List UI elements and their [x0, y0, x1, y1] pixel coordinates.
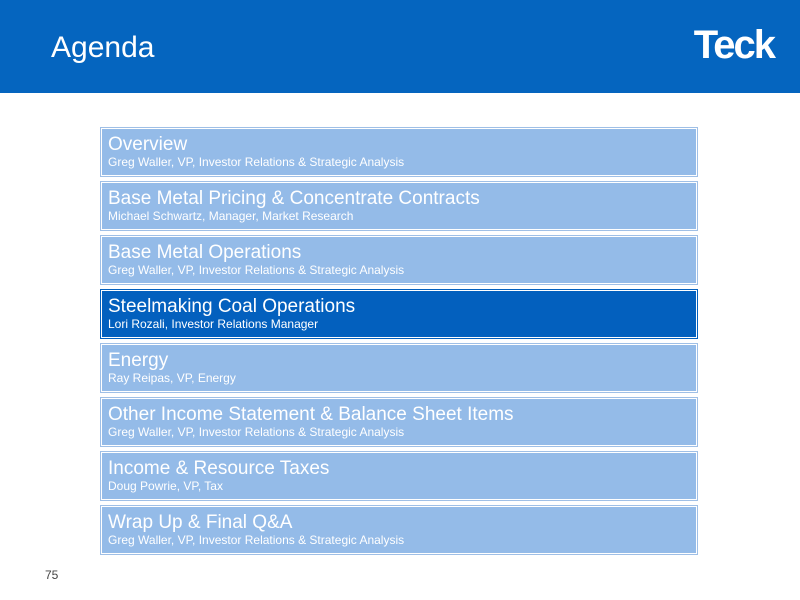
agenda-item-title: Other Income Statement & Balance Sheet Items — [108, 404, 514, 425]
page-title: Agenda — [51, 31, 155, 64]
agenda-item-title: Wrap Up & Final Q&A — [108, 512, 293, 533]
agenda-item-wrap-up — [101, 506, 697, 554]
agenda-item-base-metal-pricing — [101, 182, 697, 230]
agenda-item-presenter: Lori Rozali, Investor Relations Manager — [108, 317, 319, 331]
agenda-item-steelmaking-coal — [101, 290, 697, 338]
agenda-list — [101, 128, 697, 560]
teck-logo: Teck — [693, 23, 774, 67]
agenda-item-title: Energy — [108, 350, 169, 371]
agenda-item-presenter: Greg Waller, VP, Investor Relations & Strategic Analysis — [108, 263, 405, 277]
agenda-item-presenter: Greg Waller, VP, Investor Relations & Strategic Analysis — [108, 425, 405, 439]
agenda-item-base-metal-operations — [101, 236, 697, 284]
agenda-item-presenter: Doug Powrie, VP, Tax — [108, 479, 223, 493]
agenda-item-title: Income & Resource Taxes — [108, 458, 330, 479]
page-number: 75 — [45, 568, 59, 582]
agenda-item-presenter: Michael Schwartz, Manager, Market Research — [108, 209, 354, 223]
agenda-item-presenter: Greg Waller, VP, Investor Relations & Strategic Analysis — [108, 533, 405, 547]
agenda-item-overview — [101, 128, 697, 176]
agenda-item-energy — [101, 344, 697, 392]
agenda-item-income-resource-taxes — [101, 452, 697, 500]
header-bar — [0, 0, 800, 93]
agenda-item-presenter: Greg Waller, VP, Investor Relations & Strategic Analysis — [108, 155, 405, 169]
agenda-item-title: Base Metal Pricing & Concentrate Contracts — [108, 188, 480, 209]
agenda-item-title: Base Metal Operations — [108, 242, 302, 263]
agenda-item-presenter: Ray Reipas, VP, Energy — [108, 371, 236, 385]
agenda-item-title: Overview — [108, 134, 188, 155]
agenda-item-other-income-statement — [101, 398, 697, 446]
agenda-item-title: Steelmaking Coal Operations — [108, 296, 356, 317]
